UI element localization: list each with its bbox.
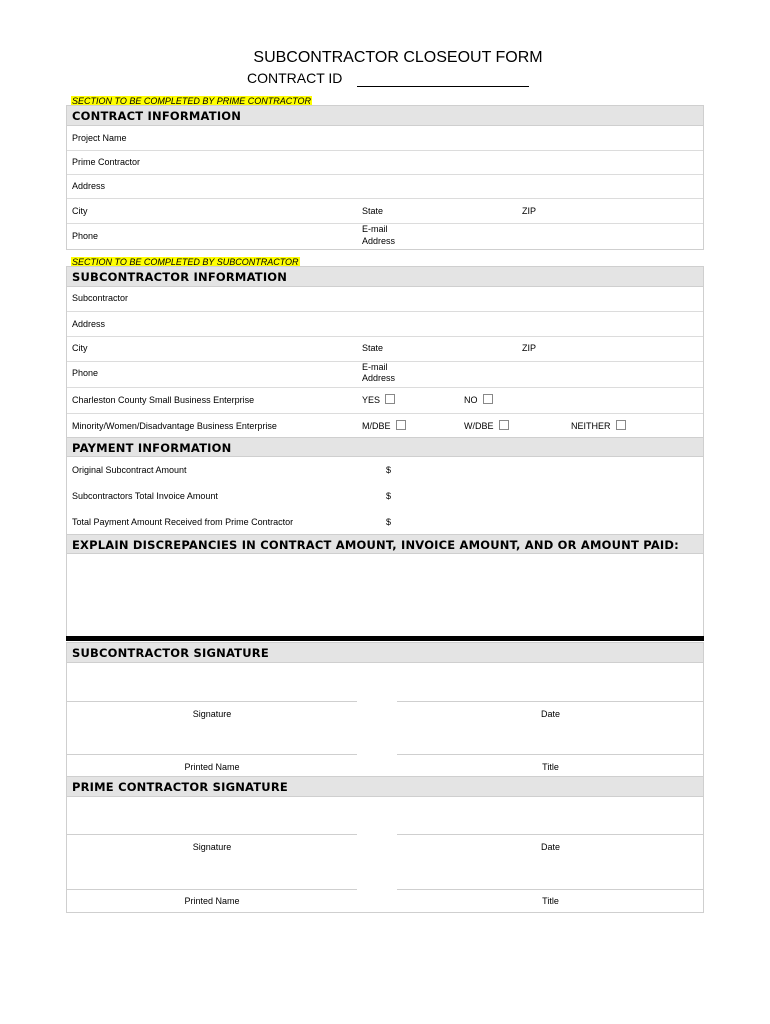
project-name-label: Project Name xyxy=(72,133,127,143)
mdbe-checkbox[interactable] xyxy=(396,420,406,430)
prime-date-label: Date xyxy=(540,842,560,852)
subcontractor-name-row[interactable] xyxy=(67,287,703,312)
subcontractor-signature-section xyxy=(66,642,704,778)
wdbe-label: W/DBE xyxy=(464,421,494,431)
neither-checkbox[interactable] xyxy=(616,420,626,430)
contract-information-section xyxy=(66,105,704,250)
sub-zip-label: ZIP xyxy=(522,343,537,353)
prime-title-label: Title xyxy=(542,896,559,906)
sub-printed-name-field[interactable] xyxy=(67,721,357,754)
subcontractor-information-section xyxy=(66,266,704,638)
sub-title-label: Title xyxy=(542,762,559,772)
project-name-row[interactable] xyxy=(67,126,703,151)
subcontractor-city-row[interactable] xyxy=(67,336,703,362)
city-label: City xyxy=(72,206,88,216)
prime-printed-name-label: Printed Name xyxy=(184,896,240,906)
original-amount-row[interactable] xyxy=(67,457,703,483)
received-amount-currency: $ xyxy=(386,517,392,527)
prime-signature-section xyxy=(66,776,704,913)
received-amount-row[interactable] xyxy=(67,509,703,535)
sbe-yes-label: YES xyxy=(362,395,381,405)
sbe-label: Charleston County Small Business Enterprise xyxy=(72,395,255,405)
contract-id-label: CONTRACT ID xyxy=(247,70,343,86)
sub-city-label: City xyxy=(72,343,88,353)
state-label: State xyxy=(362,206,384,216)
contract-phone-row[interactable] xyxy=(67,223,703,249)
wdbe-checkbox[interactable] xyxy=(499,420,509,430)
sub-address-label: Address xyxy=(72,319,106,329)
sbe-no-checkbox[interactable] xyxy=(483,394,493,404)
prime-date-field[interactable] xyxy=(397,797,703,834)
discrepancies-heading: EXPLAIN DISCREPANCIES IN CONTRACT AMOUNT, INVOICE AMOUNT, AND OR AMOUNT PAID: xyxy=(67,534,703,554)
invoice-amount-label: Subcontractors Total Invoice Amount xyxy=(72,491,218,501)
zip-label: ZIP xyxy=(522,206,537,216)
subcontractor-information-heading: SUBCONTRACTOR INFORMATION xyxy=(67,267,703,287)
mwdbe-label: Minority/Women/Disadvantage Business Enterprise xyxy=(72,421,277,431)
prime-signature-heading: PRIME CONTRACTOR SIGNATURE xyxy=(67,777,703,797)
payment-information-heading: PAYMENT INFORMATION xyxy=(67,437,703,457)
discrepancies-textarea[interactable] xyxy=(67,554,703,636)
original-amount-label: Original Subcontract Amount xyxy=(72,465,187,475)
sub-title-field[interactable] xyxy=(397,721,703,754)
sub-email-label-line1: E-mail xyxy=(362,362,388,372)
sub-section-note: SECTION TO BE COMPLETED BY SUBCONTRACTOR xyxy=(72,257,299,267)
invoice-amount-currency: $ xyxy=(386,491,392,501)
contract-city-row[interactable] xyxy=(67,198,703,224)
invoice-amount-row[interactable] xyxy=(67,483,703,509)
sub-date-field[interactable] xyxy=(397,663,703,701)
section-divider xyxy=(66,636,704,641)
sub-signature-field[interactable] xyxy=(67,663,357,701)
contract-information-heading: CONTRACT INFORMATION xyxy=(67,106,703,126)
original-amount-currency: $ xyxy=(386,465,392,475)
sub-email-label-line2: Address xyxy=(362,373,396,383)
form-title: SUBCONTRACTOR CLOSEOUT FORM xyxy=(253,49,543,66)
prime-signature-label: Signature xyxy=(192,842,232,852)
received-amount-label: Total Payment Amount Received from Prime Contractor xyxy=(72,517,294,527)
sbe-row xyxy=(67,387,703,414)
prime-printed-name-field[interactable] xyxy=(67,854,357,889)
subcontractor-address-row[interactable] xyxy=(67,311,703,337)
sub-date-label: Date xyxy=(540,709,560,719)
subcontractor-signature-heading: SUBCONTRACTOR SIGNATURE xyxy=(67,643,703,663)
sub-state-label: State xyxy=(362,343,384,353)
email-label-line1: E-mail xyxy=(362,224,388,234)
mwdbe-row xyxy=(67,413,703,439)
neither-label: NEITHER xyxy=(571,421,611,431)
contract-id-field[interactable] xyxy=(357,86,529,87)
subcontractor-label: Subcontractor xyxy=(72,293,129,303)
sbe-yes-checkbox[interactable] xyxy=(385,394,395,404)
prime-contractor-label: Prime Contractor xyxy=(72,157,141,167)
prime-signature-field[interactable] xyxy=(67,797,357,834)
email-label-line2: Address xyxy=(362,236,396,246)
sub-signature-label: Signature xyxy=(192,709,232,719)
sub-phone-label: Phone xyxy=(72,368,99,378)
subcontractor-phone-row[interactable] xyxy=(67,361,703,388)
address-label: Address xyxy=(72,181,106,191)
contract-address-row[interactable] xyxy=(67,174,703,199)
sub-printed-name-label: Printed Name xyxy=(184,762,240,772)
prime-section-note: SECTION TO BE COMPLETED BY PRIME CONTRACTOR xyxy=(72,96,312,106)
mdbe-label: M/DBE xyxy=(362,421,391,431)
sbe-no-label: NO xyxy=(464,395,478,405)
phone-label: Phone xyxy=(72,231,99,241)
prime-contractor-row[interactable] xyxy=(67,150,703,175)
prime-title-field[interactable] xyxy=(397,854,703,889)
